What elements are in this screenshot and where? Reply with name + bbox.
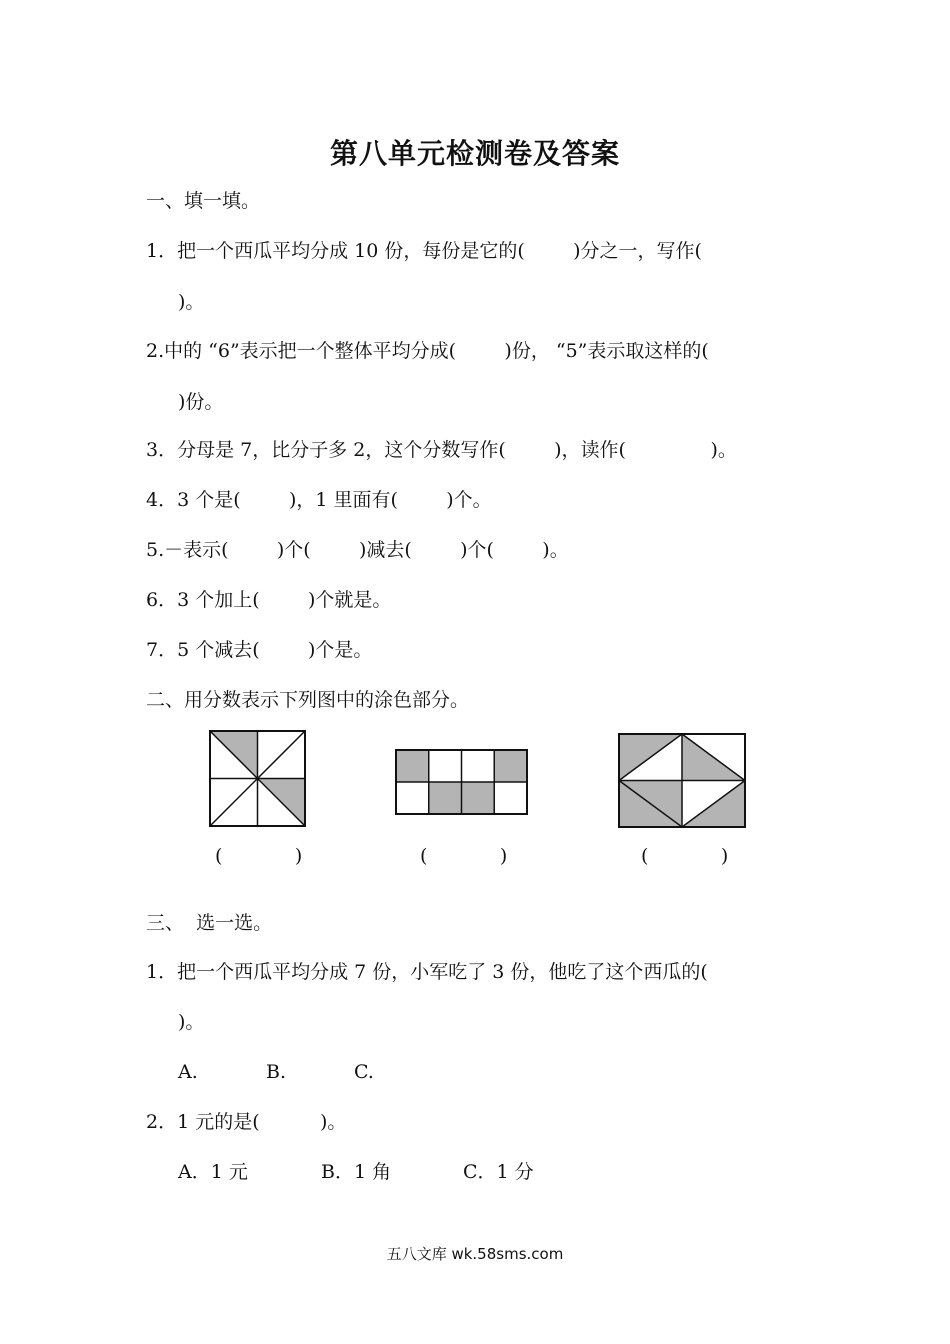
question-1-4: 4．3 个是( )，1 里面有( )个。 xyxy=(146,489,492,511)
figure-grid xyxy=(395,749,528,815)
shaded-cell xyxy=(429,782,462,814)
question-1-2-line-2: )份。 xyxy=(178,391,224,413)
figure-rectangle-rhombus xyxy=(618,733,746,828)
section-1-heading: 一、填一填。 xyxy=(146,190,261,212)
figure-square-triangles xyxy=(209,730,306,827)
answer-blank-figure-2[interactable]: ( ) xyxy=(420,845,508,867)
question-1-5: 5.－表示( )个( )减去( )个( )。 xyxy=(146,539,569,561)
question-1-2-line-1: 2.中的 “6”表示把一个整体平均分成( )份， “5”表示取这样的( xyxy=(146,340,709,362)
shaded-cell xyxy=(462,782,495,814)
question-1-6: 6．3 个加上( )个就是。 xyxy=(146,589,392,611)
option-b[interactable]: B. xyxy=(266,1061,287,1083)
section-3-heading: 三、 选一选。 xyxy=(146,912,273,934)
option-c[interactable]: C. xyxy=(354,1061,374,1083)
option-a[interactable]: A．1 元 xyxy=(178,1161,248,1183)
question-1-1-line-2: )。 xyxy=(178,291,205,313)
question-1-7: 7．5 个减去( )个是。 xyxy=(146,639,373,661)
page-title: 第八单元检测卷及答案 xyxy=(329,137,620,170)
question-3-1-line-2: )。 xyxy=(178,1011,205,1033)
option-c[interactable]: C．1 分 xyxy=(463,1161,534,1183)
section-2-heading: 二、用分数表示下列图中的涂色部分。 xyxy=(146,689,470,711)
answer-blank-figure-3[interactable]: ( ) xyxy=(641,845,729,867)
question-3-1-line-1: 1．把一个西瓜平均分成 7 份，小军吃了 3 份，他吃了这个西瓜的( xyxy=(146,961,708,983)
footer-watermark: 五八文库 wk.58sms.com xyxy=(386,1245,564,1263)
option-b[interactable]: B．1 角 xyxy=(321,1161,392,1183)
question-3-2: 2．1 元的是( )。 xyxy=(146,1111,347,1133)
answer-blank-figure-1[interactable]: ( ) xyxy=(215,845,303,867)
option-a[interactable]: A. xyxy=(178,1061,198,1083)
shaded-cell xyxy=(494,750,527,782)
question-1-3: 3．分母是 7，比分子多 2，这个分数写作( )，读作( )。 xyxy=(146,439,737,461)
question-1-1-line-1: 1．把一个西瓜平均分成 10 份，每份是它的( )分之一，写作( xyxy=(146,240,702,262)
shaded-cell xyxy=(396,750,429,782)
